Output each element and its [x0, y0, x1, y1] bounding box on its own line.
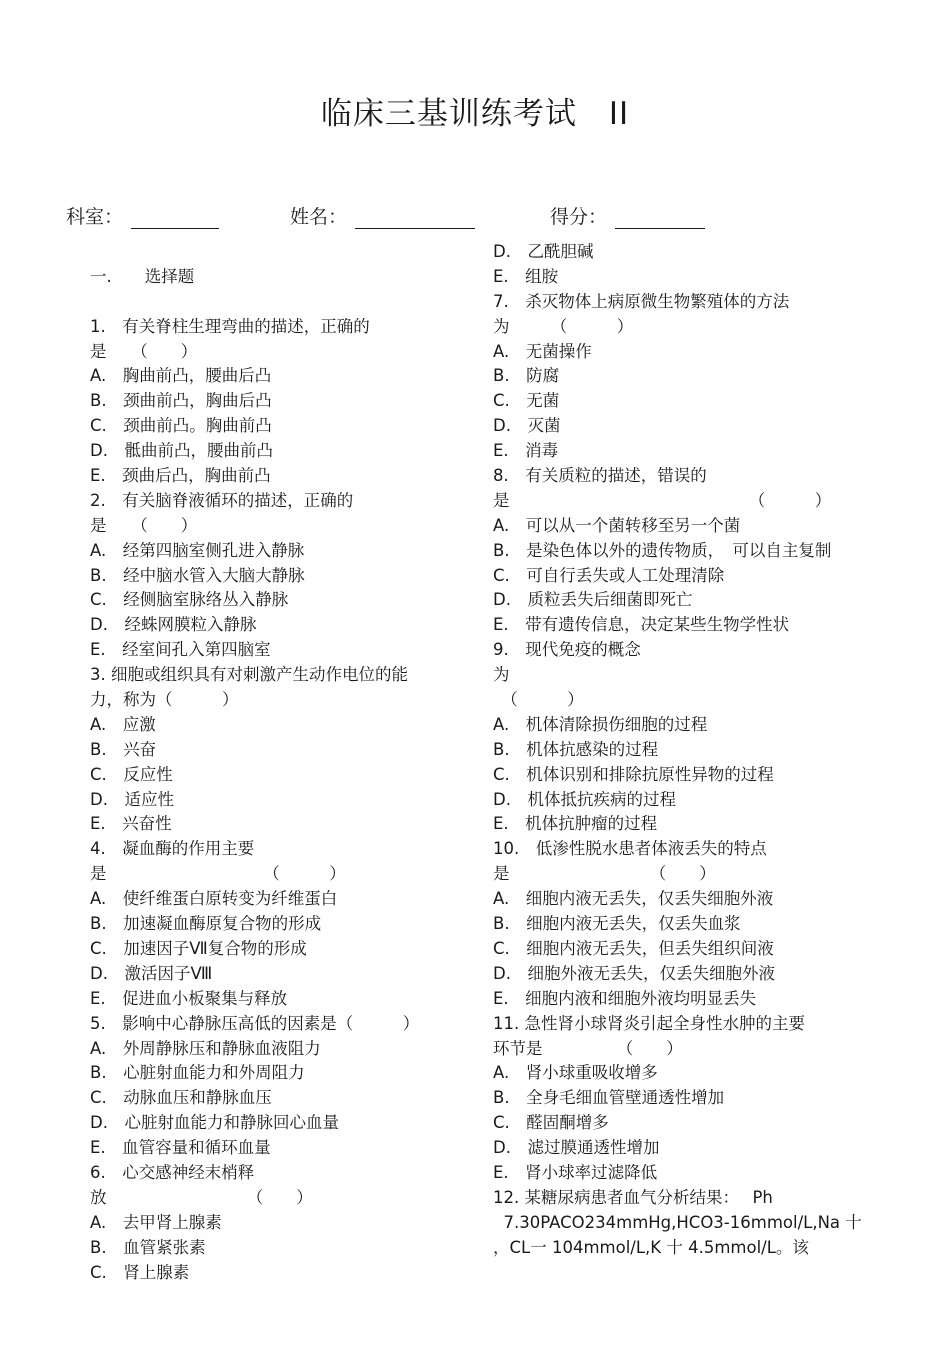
text-line: C. 机体识别和排除抗原性异物的过程 [493, 764, 774, 784]
text-line: D. 细胞外液无丢失，仅丢失细胞外液 [493, 963, 775, 983]
text-line: A. 使纤维蛋白原转变为纤维蛋白 [90, 889, 338, 909]
text-line: C. 经侧脑室脉络丛入静脉 [90, 590, 289, 610]
text-line: 为 （ ） [493, 316, 634, 336]
text-line: D. 质粒丢失后细菌即死亡 [493, 590, 693, 610]
text-line: 8. 有关质粒的描述，错误的 [493, 466, 707, 486]
text-line: 10. 低渗性脱水患者体液丢失的特点 [493, 839, 767, 859]
text-line: A. 可以从一个菌转移至另一个菌 [493, 515, 741, 535]
text-line: ，CL一 104mmol/L,K 十 4.5mmol/L。该 [493, 1237, 809, 1257]
text-line: 放 （ ） [90, 1187, 313, 1207]
text-line: B. 机体抗感染的过程 [493, 739, 659, 759]
name-blank[interactable] [355, 208, 475, 229]
text-line: E. 细胞内液和细胞外液均明显丢失 [493, 988, 757, 1008]
text-line: D. 滤过膜通透性增加 [493, 1138, 660, 1158]
text-line: B. 经中脑水管入大脑大静脉 [90, 565, 305, 585]
text-line: E. 兴奋性 [90, 814, 172, 834]
dept-blank[interactable] [131, 208, 219, 229]
text-line: D. 骶曲前凸，腰曲前凸 [90, 441, 273, 461]
text-line: E. 促进血小板聚集与释放 [90, 988, 288, 1008]
text-line: E. 颈曲后凸，胸曲前凸 [90, 466, 271, 486]
text-line: 3. 细胞或组织具有对刺激产生动作电位的能 [90, 665, 408, 685]
text-line: D. 经蛛网膜粒入静脉 [90, 615, 257, 635]
exam-title: 临床三基训练考试 II [320, 96, 630, 132]
text-line: D. 灭菌 [493, 416, 561, 436]
text-line: C. 可自行丢失或人工处理清除 [493, 565, 725, 585]
text-line: 9. 现代免疫的概念 [493, 640, 641, 660]
text-line: A. 肾小球重吸收增多 [493, 1063, 658, 1083]
text-line: B. 细胞内液无丢失，仅丢失血浆 [493, 914, 741, 934]
left-question-column [90, 240, 470, 1285]
text-line: 2. 有关脑脊液循环的描述，正确的 [90, 490, 354, 510]
text-line: C. 醛固酮增多 [493, 1113, 609, 1133]
text-line: B. 加速凝血酶原复合物的形成 [90, 914, 322, 934]
dept-label: 科室： [66, 206, 124, 228]
text-line: E. 机体抗肿瘤的过程 [493, 814, 658, 834]
text-line: D. 机体抵抗疾病的过程 [493, 789, 676, 809]
text-line: 1. 有关脊柱生理弯曲的描述，正确的 [90, 316, 370, 336]
text-line: 是 （ ） [90, 515, 198, 535]
text-line: C. 无菌 [493, 391, 560, 411]
text-line: 7.30PACO234mmHg,HCO3-16mmol/L,Na 十 [493, 1212, 862, 1232]
text-line: B. 全身毛细血管壁通透性增加 [493, 1088, 725, 1108]
text-line [90, 240, 470, 265]
text-line: （ ） [493, 690, 584, 710]
text-line: E. 经室间孔入第四脑室 [90, 640, 271, 660]
text-line: A. 去甲肾上腺素 [90, 1212, 222, 1232]
text-line: 一. 选择题 [90, 266, 195, 286]
text-line: E. 组胺 [493, 266, 559, 286]
text-line: B. 血管紧张素 [90, 1237, 206, 1257]
text-line: 环节是 （ ） [493, 1038, 683, 1058]
text-line: 力，称为（ ） [90, 690, 239, 710]
text-line: 11. 急性肾小球肾炎引起全身性水肿的主要 [493, 1013, 805, 1033]
text-line: C. 加速因子Ⅶ复合物的形成 [90, 938, 307, 958]
text-line: B. 兴奋 [90, 739, 157, 759]
text-line: B. 心脏射血能力和外周阻力 [90, 1063, 305, 1083]
name-label: 姓名： [290, 206, 348, 228]
text-line: E. 血管容量和循环血量 [90, 1138, 271, 1158]
text-line: C. 细胞内液无丢失，但丢失组织间液 [493, 938, 774, 958]
text-line: E. 消毒 [493, 441, 559, 461]
score-label: 得分： [550, 206, 608, 228]
text-line: 12. 某糖尿病患者血气分析结果： Ph [493, 1187, 773, 1207]
score-blank[interactable] [615, 208, 705, 229]
text-line: 4. 凝血酶的作用主要 [90, 839, 255, 859]
text-line: 5. 影响中心静脉压高低的因素是（ ） [90, 1013, 420, 1033]
text-line: 是 （ ） [493, 490, 832, 510]
text-line: 是 （ ） [90, 341, 198, 361]
text-line: A. 细胞内液无丢失，仅丢失细胞外液 [493, 889, 774, 909]
text-line: D. 心脏射血能力和静脉回心血量 [90, 1113, 339, 1133]
text-line: 是 （ ） [493, 864, 716, 884]
text-line: A. 经第四脑室侧孔进入静脉 [90, 540, 305, 560]
text-line: 是 （ ） [90, 864, 346, 884]
text-line: E. 肾小球率过滤降低 [493, 1162, 658, 1182]
score-field [550, 202, 705, 229]
text-line: 为 [493, 665, 510, 685]
text-line: A. 胸曲前凸，腰曲后凸 [90, 366, 272, 386]
text-line: C. 肾上腺素 [90, 1262, 190, 1282]
text-line: A. 应激 [90, 714, 156, 734]
name-field [290, 202, 475, 229]
right-question-column [493, 240, 913, 1261]
text-line: D. 乙酰胆碱 [493, 242, 594, 261]
text-line: B. 是染色体以外的遗传物质， 可以自主复制 [493, 540, 832, 560]
text-line: 7. 杀灭物体上病原微生物繁殖体的方法 [493, 291, 790, 311]
text-line: C. 反应性 [90, 764, 173, 784]
text-line: B. 防腐 [493, 366, 560, 386]
text-line [90, 290, 470, 315]
text-line: C. 动脉血压和静脉血压 [90, 1088, 272, 1108]
text-line: B. 颈曲前凸，胸曲后凸 [90, 391, 272, 411]
text-line: A. 机体清除损伤细胞的过程 [493, 714, 708, 734]
text-line: D. 激活因子Ⅷ [90, 963, 213, 983]
dept-field [66, 202, 219, 229]
text-line: A. 外周静脉压和静脉血液阻力 [90, 1038, 321, 1058]
text-line: E. 带有遗传信息，决定某些生物学性状 [493, 615, 790, 635]
text-line: C. 颈曲前凸。胸曲前凸 [90, 416, 272, 436]
text-line: A. 无菌操作 [493, 341, 592, 361]
text-line: 6. 心交感神经末梢释 [90, 1162, 255, 1182]
text-line: D. 适应性 [90, 789, 174, 809]
